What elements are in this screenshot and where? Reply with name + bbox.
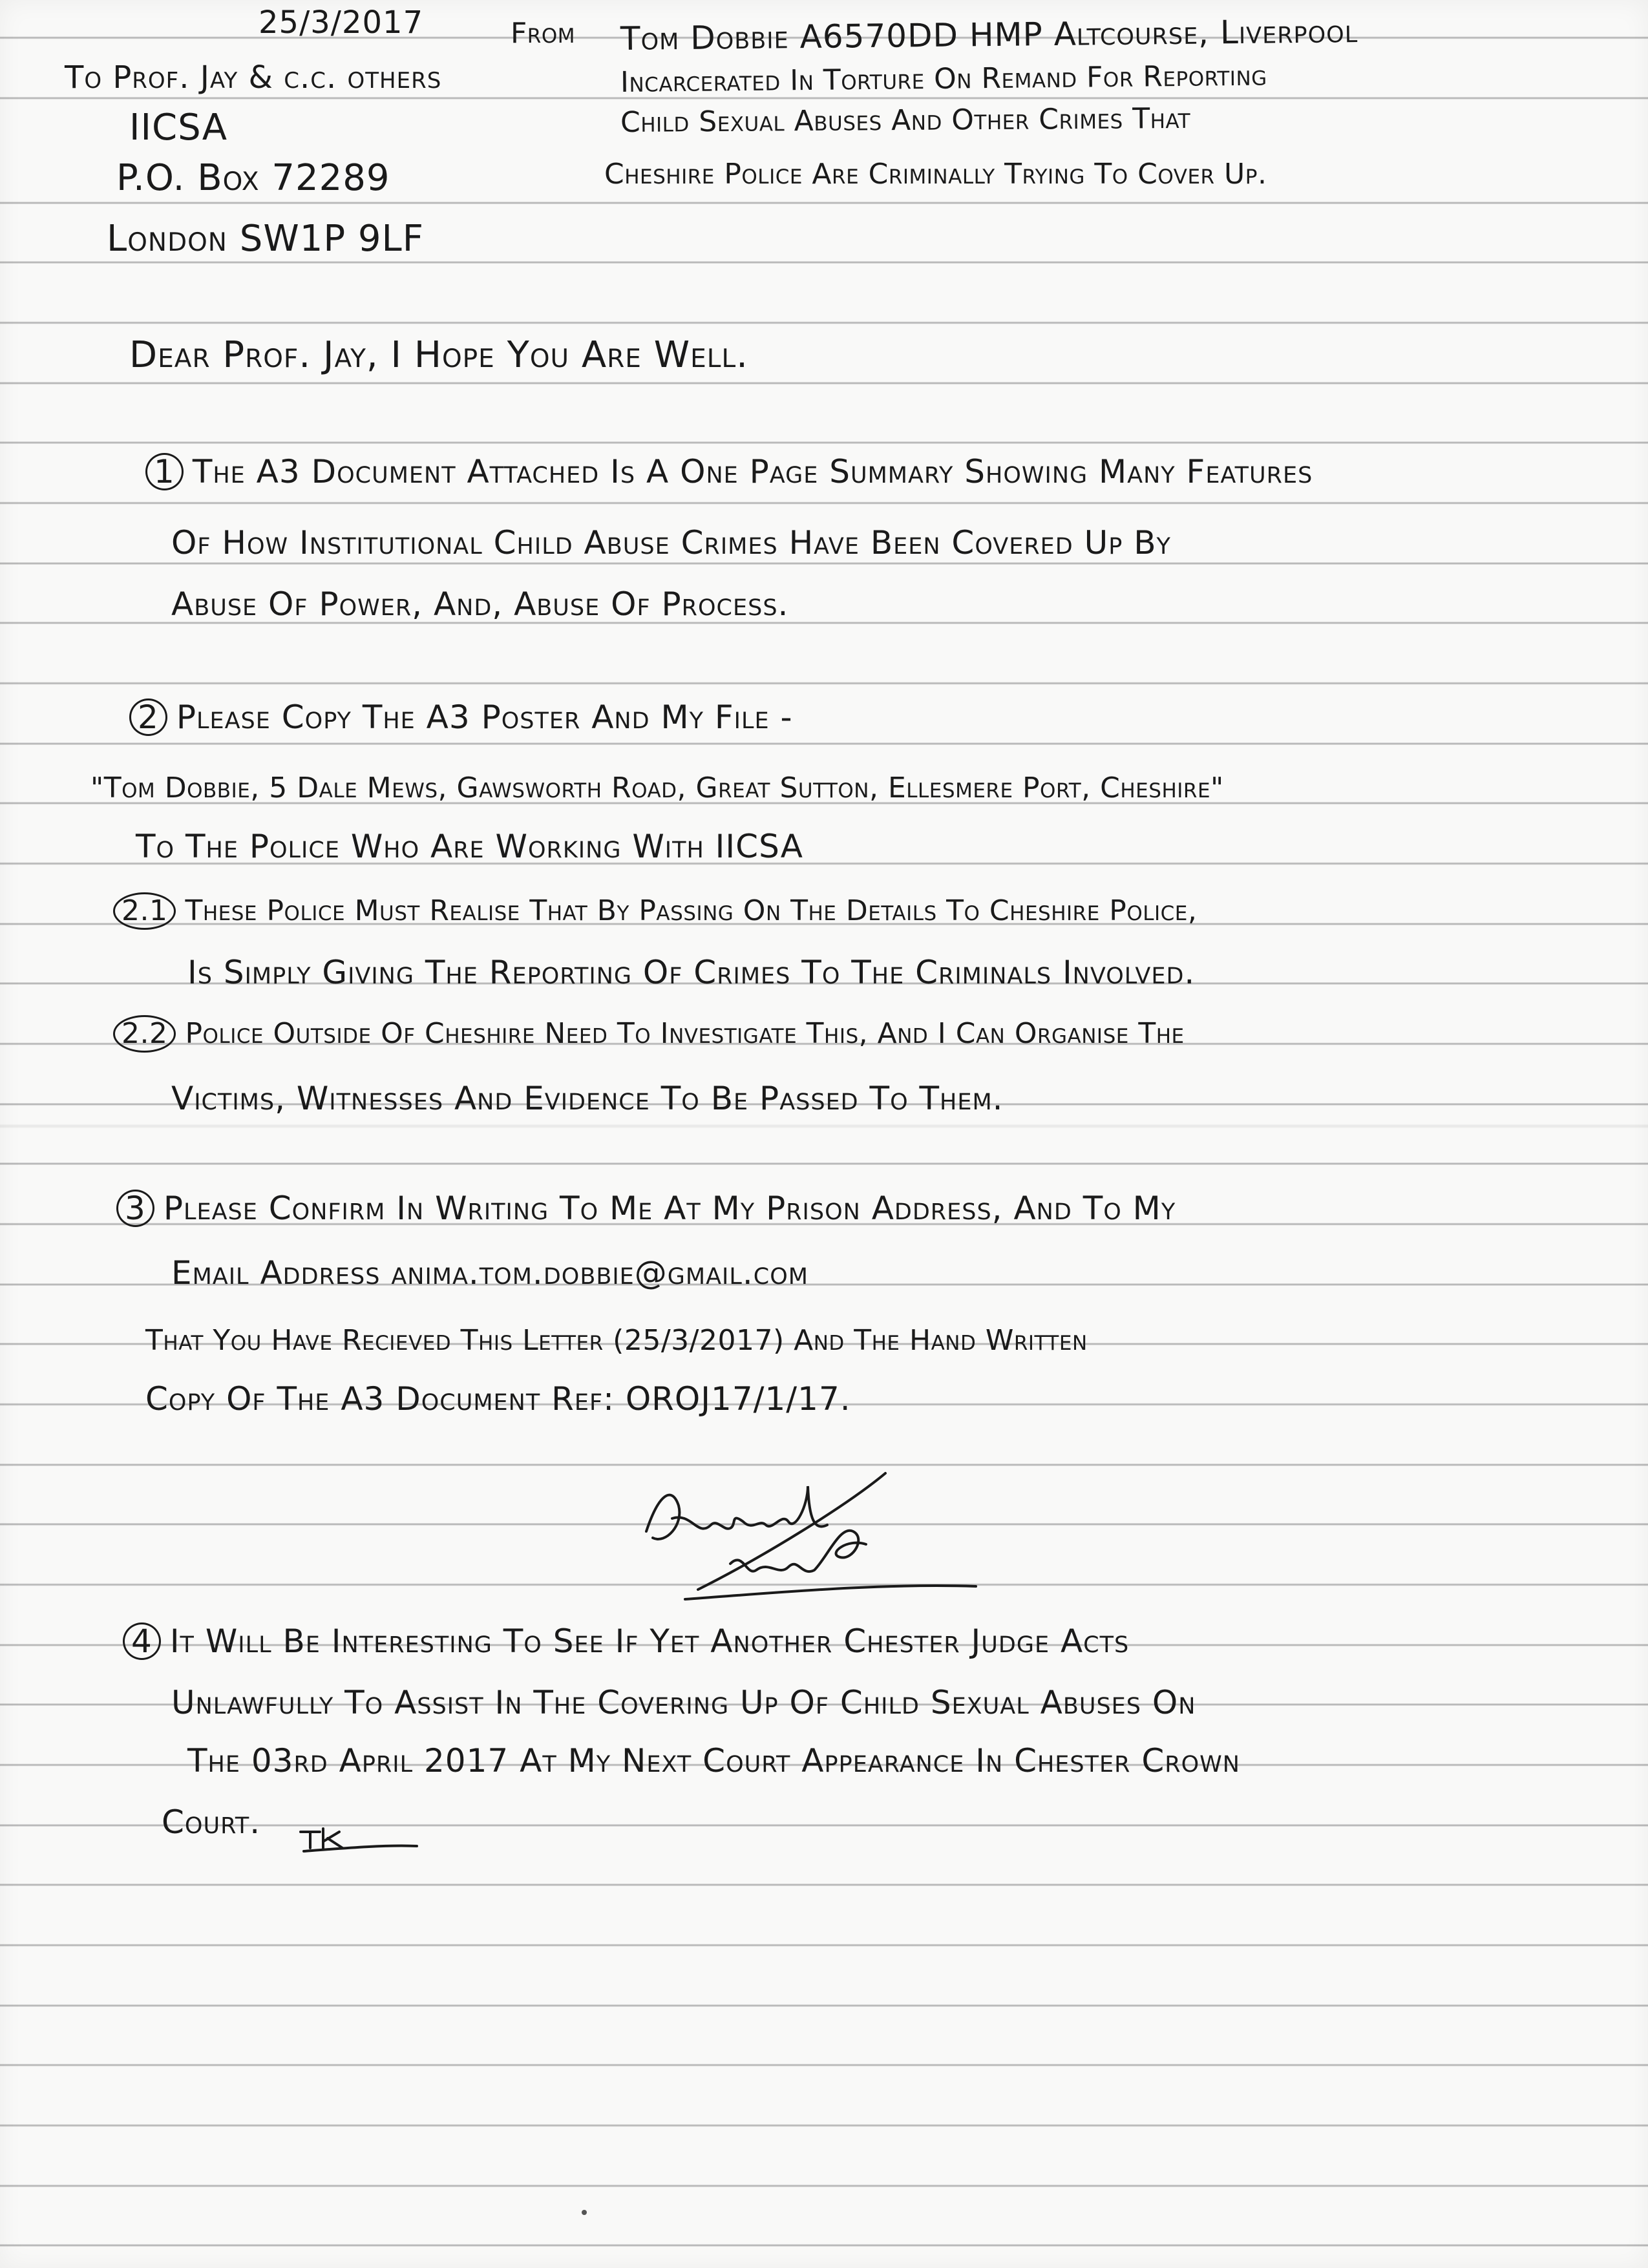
to-line-4: London SW1P 9LF	[107, 218, 424, 260]
letter-date: 25/3/2017	[259, 5, 424, 41]
point-2-2-line-1: 2.2 Police Outside Of Cheshire Need To Investigate This, And I Can Organise The	[113, 1014, 1185, 1053]
point-2-line-1: 2 Please Copy The A3 Poster And My File -	[129, 698, 793, 737]
initials-mark	[294, 1819, 423, 1858]
point-number-badge: 3	[116, 1190, 154, 1227]
point-number-badge: 4	[123, 1622, 161, 1660]
to-line-1: To Prof. Jay & c.c. others	[65, 59, 442, 96]
point-3-line-4: Copy Of The A3 Document Ref: OROJ17/1/17.	[145, 1380, 851, 1418]
point-number-badge: 1	[145, 453, 184, 490]
signature	[633, 1447, 995, 1615]
point-number-badge: 2	[129, 698, 167, 736]
to-line-2: IICSA	[129, 107, 228, 149]
paper-fold	[0, 1124, 1648, 1128]
point-number-badge: 2.2	[113, 1015, 176, 1053]
point-2-line-2: "Tom Dobbie, 5 Dale Mews, Gawsworth Road, Great Sutton, Ellesmere Port, Cheshire"	[90, 772, 1224, 804]
point-2-1-line-1: 2.1 These Police Must Realise That By Passing On The Details To Cheshire Police,	[113, 892, 1197, 930]
point-1-line-3: Abuse Of Power, And, Abuse Of Process.	[171, 585, 789, 623]
from-label: From	[511, 17, 575, 50]
point-2-2-line-2: Victims, Witnesses And Evidence To Be Passed To Them.	[171, 1080, 1004, 1117]
from-line-3: Child Sexual Abuses And Other Crimes That	[620, 101, 1191, 139]
point-3-line-1: 3 Please Confirm In Writing To Me At My Prison Address, And To My	[116, 1189, 1176, 1228]
point-4-line-2: Unlawfully To Assist In The Covering Up Of Child Sexual Abuses On	[171, 1684, 1196, 1721]
greeting: Dear Prof. Jay, I Hope You Are Well.	[129, 334, 748, 376]
from-line-2: Incarcerated In Torture On Remand For Reporting	[620, 59, 1267, 99]
point-1-line-2: Of How Institutional Child Abuse Crimes Have Been Covered Up By	[171, 524, 1171, 562]
from-line-4: Cheshire Police Are Criminally Trying To Cover Up.	[604, 158, 1267, 191]
point-4-line-4: Court.	[162, 1803, 261, 1841]
to-line-3: P.O. Box 72289	[116, 157, 390, 199]
point-number-badge: 2.1	[113, 892, 176, 930]
point-3-line-3: That You Have Recieved This Letter (25/3/2017) And The Hand Written	[145, 1324, 1088, 1357]
point-4-line-3: The 03rd April 2017 At My Next Court Appearance In Chester Crown	[187, 1742, 1240, 1780]
point-4-line-1: 4 It Will Be Interesting To See If Yet Another Chester Judge Acts	[123, 1622, 1129, 1661]
point-2-1-line-2: Is Simply Giving The Reporting Of Crimes To The Criminals Involved.	[187, 954, 1196, 991]
point-3-line-2: Email Address anima.tom.dobbie@gmail.com	[171, 1254, 808, 1292]
point-2-line-3: To The Police Who Are Working With IICSA	[136, 828, 803, 865]
from-line-1: Tom Dobbie A6570DD HMP Altcourse, Liverpool	[620, 12, 1358, 58]
ink-speck	[582, 2210, 587, 2215]
point-1-line-1: 1 The A3 Document Attached Is A One Page Summary Showing Many Features	[145, 452, 1313, 491]
